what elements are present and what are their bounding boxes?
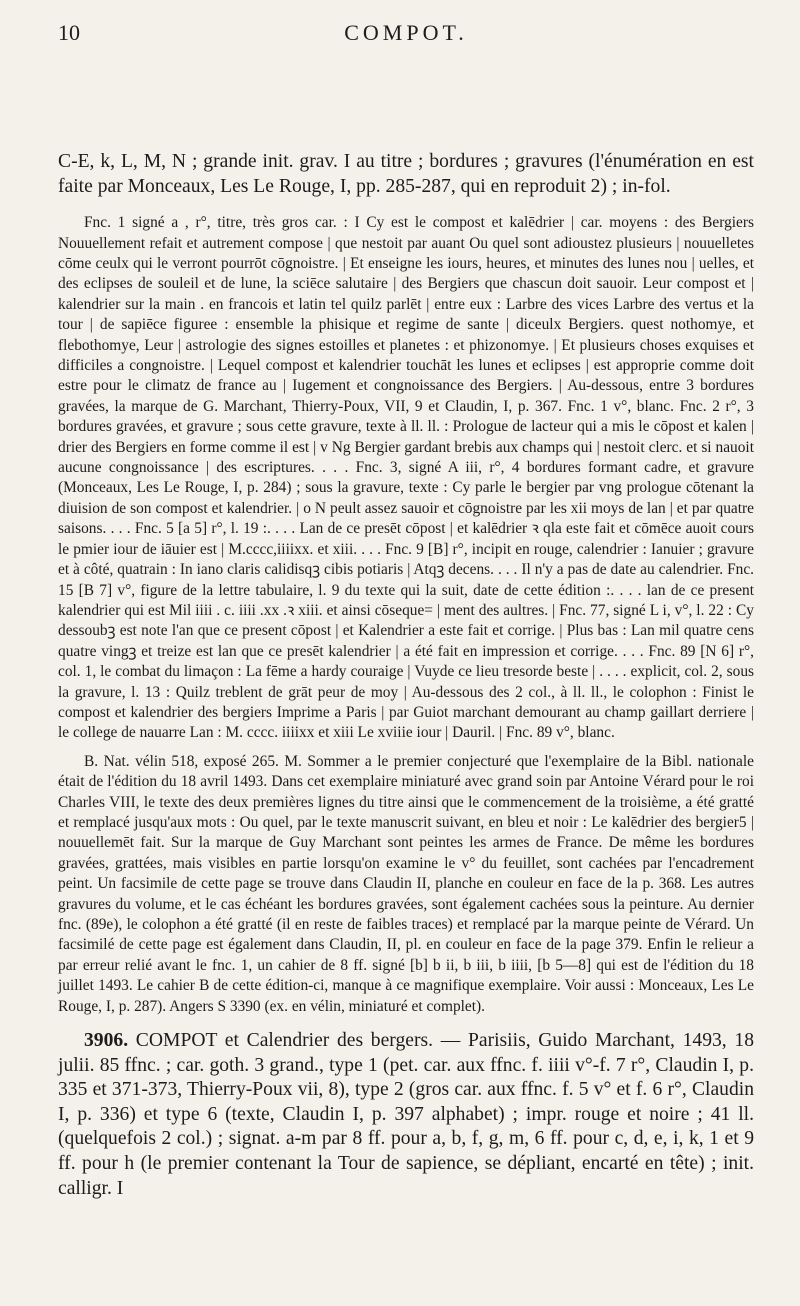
note-paragraph: B. Nat. vélin 518, exposé 265. M. Sommer a le premier conjecturé que l'exemplaire de la Bibl. nationale était de l'édition du 18 avril 1493. Dans cet exemplaire miniaturé avec grand soin par Antoine Vérard pour le roi Charles VIII, le texte des deux premières lignes du titre ainsi que le commencement de la troisième, a été gratté et remplacé jusqu'aux mots : Ou quel, par le texte manuscrit suivant, en bleu et noir : Le kalēdrier des bergier5 | nouuellemēt fait. Sur la marque de Guy Marchant sont peintes les armes de France. De même les bordures gravées, grattées, mais visibles en partie lorsqu'on examine le v° du feuillet, sont cachées par l'encadrement peint. Un facsimile de cette page se trouve dans Claudin II, planche en couleur en face de la p. 368. Les autres gravures du volume, et le cas échéant les bordures gravées, sont également cachées sous la peinture. Au dernier fnc. (89e), le colophon a été gratté (il en reste de faibles traces) et remplacé par la marque peinte de Vérard. Un facsimilé de cette page est également dans Claudin, II, pl. en couleur en face de la page 379. Enfin le relieur a par erreur relié avant le fnc. 1, un cahier de 8 ff. signé [b] b ii, b iii, b iiii, [b 5—8] qui est de l'édition du 18 juillet 1493. Le cahier B de cette édition-ci, manque à ce magnifique exemplaire. Voir aussi : Monceaux, Les Le Rouge, I, p. 287). Angers S 3390 (ex. en vélin, miniaturé et complet). xyxy=(58,752,754,1015)
running-title: COMPOT. xyxy=(344,20,468,45)
entry-number: 3906. xyxy=(84,1030,129,1052)
page-number: 10 xyxy=(58,20,80,45)
intro-paragraph: C-E, k, L, M, N ; grande init. grav. I au titre ; bordures ; gravures (l'énumération en est faite par Monceaux, Les Le Rouge, I, pp. 285-287, qui en reproduit 2) ; in-fol. xyxy=(58,151,754,197)
entry-text: COMPOT et Calendrier des bergers. — Parisiis, Guido Marchant, 1493, 18 julii. 85 ffnc. ; car. goth. 3 grand., type 1 (pet. car. aux ffnc. f. iiii v°-f. 7 r°, Claudin I, p. 335 et 371-373, Thierry-Poux vii, 8), type 2 (gros car. aux ffnc. f. 5 v° et f. 6 r°, Claudin I, p. 336) et type 6 (texte, Claudin I, p. 397 alphabet) ; impr. rouge et noire ; 41 ll. (quelquefois 2 col.) ; signat. a-m par 8 ff. pour a, b, f, g, m, 6 ff. pour c, d, e, i, k, 1 et 9 ff. pour h (le premier contenant la Tour de sapience, se dépliant, encarté en tête) ; init. calligr. I xyxy=(58,1030,754,1199)
page-header xyxy=(58,0,754,60)
note-paragraph: Fnc. 1 signé a , r°, titre, très gros car. : I Cy est le compost et kalēdrier | car. moyens : des Bergiers Nouuellement refait et autrement compose | que nestoit par auant Ou quel sont adioustez plusieurs | nouuelletes cōme ceulx qui le verront pourrōt cōgnoistre. | Et enseigne les iours, heures, et minutes des lunes nou | uelles, et des eclipses de souleil et de lune, la sciēce salutaire | des Bergiers que chascun doit sauoir. Leur compost et | kalendrier sur la main . en francois et latin tel quilz parlēt | entre eux : Larbre des vices Larbre des vertus et la tour | de sapiēce figuree : ensemble la phisique et regime de sante | diceulx Bergiers. quest nothomye, et flebothomye, Leur | astrologie des signes estoilles et planetes : et phizonomye. | Et plusieurs choses exquises et difficiles a congnoistre. | Lequel compost et kalendrier touchāt les lunes et eclipses | est approprie comme doit estre pour le climatz de france au | Iugement et congnoissance des Bergiers. | Au-dessous, entre 3 bordures gravées, la marque de G. Marchant, Thierry-Poux, VII, 9 et Claudin, I, p. 367. Fnc. 1 v°, blanc. Fnc. 2 r°, 3 bordures gravées, et gravure ; sous cette gravure, texte à ll. ll. : Prologue de lacteur qui a mis le cōpost et kalen | drier des Bergiers en forme comme il est | v Ng Bergier gardant brebis aux champs qui | nestoit clerc. et si nauoit aucune congnoissance | des escriptures. . . . Fnc. 3, signé A iii, r°, 4 bordures formant cadre, et gravure (Monceaux, Les Le Rouge, I, p. 284) ; sous la gravure, texte : Cy parle le bergier par vng prologue cōtenant la diuision de son compost et kalendrier. | o N peult assez sauoir et cōgnoistre par les xii moys de lan | et par quatre saisons. . . . Fnc. 5 [a 5] r°, l. 19 :. . . . Lan de ce presēt cōpost | et kalēdrier ꝛ qla este fait et cōmēce auoit cours le pmier iour de iāuier est | M.cccc,iiiixx. et xiii. . . . Fnc. 9 [B] r°, incipit en rouge, calendrier : Ianuier ; gravure et à côté, quatrain : In iano claris calidisqꝫ cibis potiaris | Atqꝫ decens. . . . Il n'y a pas de date au calendrier. Fnc. 15 [B 7] v°, figure de la lettre tabulaire, l. 9 du texte qui la suit, date de cette édition :. . . . lan de ce present kalendrier qui est Mil iiii . c. iiii .xx .ꝛ xiii. et ainsi cōseque= | ment des aultres. | Fnc. 77, signé L i, v°, l. 22 : Cy dessoubꝫ est note l'an que ce present cōpost | et Kalendrier a este fait et corrige. | Plus bas : Lan mil quatre cens quatre vingꝫ et treize est lan que ce presēt kalendrier | a été fait en impression et corrige. . . . Fnc. 89 [N 6] r°, col. 1, le combat du limaçon : La fēme a hardy couraige | Vuyde ce lieu tresorde beste | . . . . explicit, col. 2, sous la gravure, l. 13 : Quilz treblent de grāt peur de moy | Au-dessous des 2 col., à ll. ll., le colophon : Finist le compost et kalendrier des bergiers Imprime a Paris | par Guiot marchant demourant au champ gaillart derriere | le college de nauarre Lan : M. cccc. iiiixx et xiii Le xviiie iour | Dauril. | Fnc. 89 v°, blanc. xyxy=(58,214,754,742)
catalog-entry xyxy=(58,1029,754,1201)
bibliographic-notes xyxy=(58,213,754,1017)
